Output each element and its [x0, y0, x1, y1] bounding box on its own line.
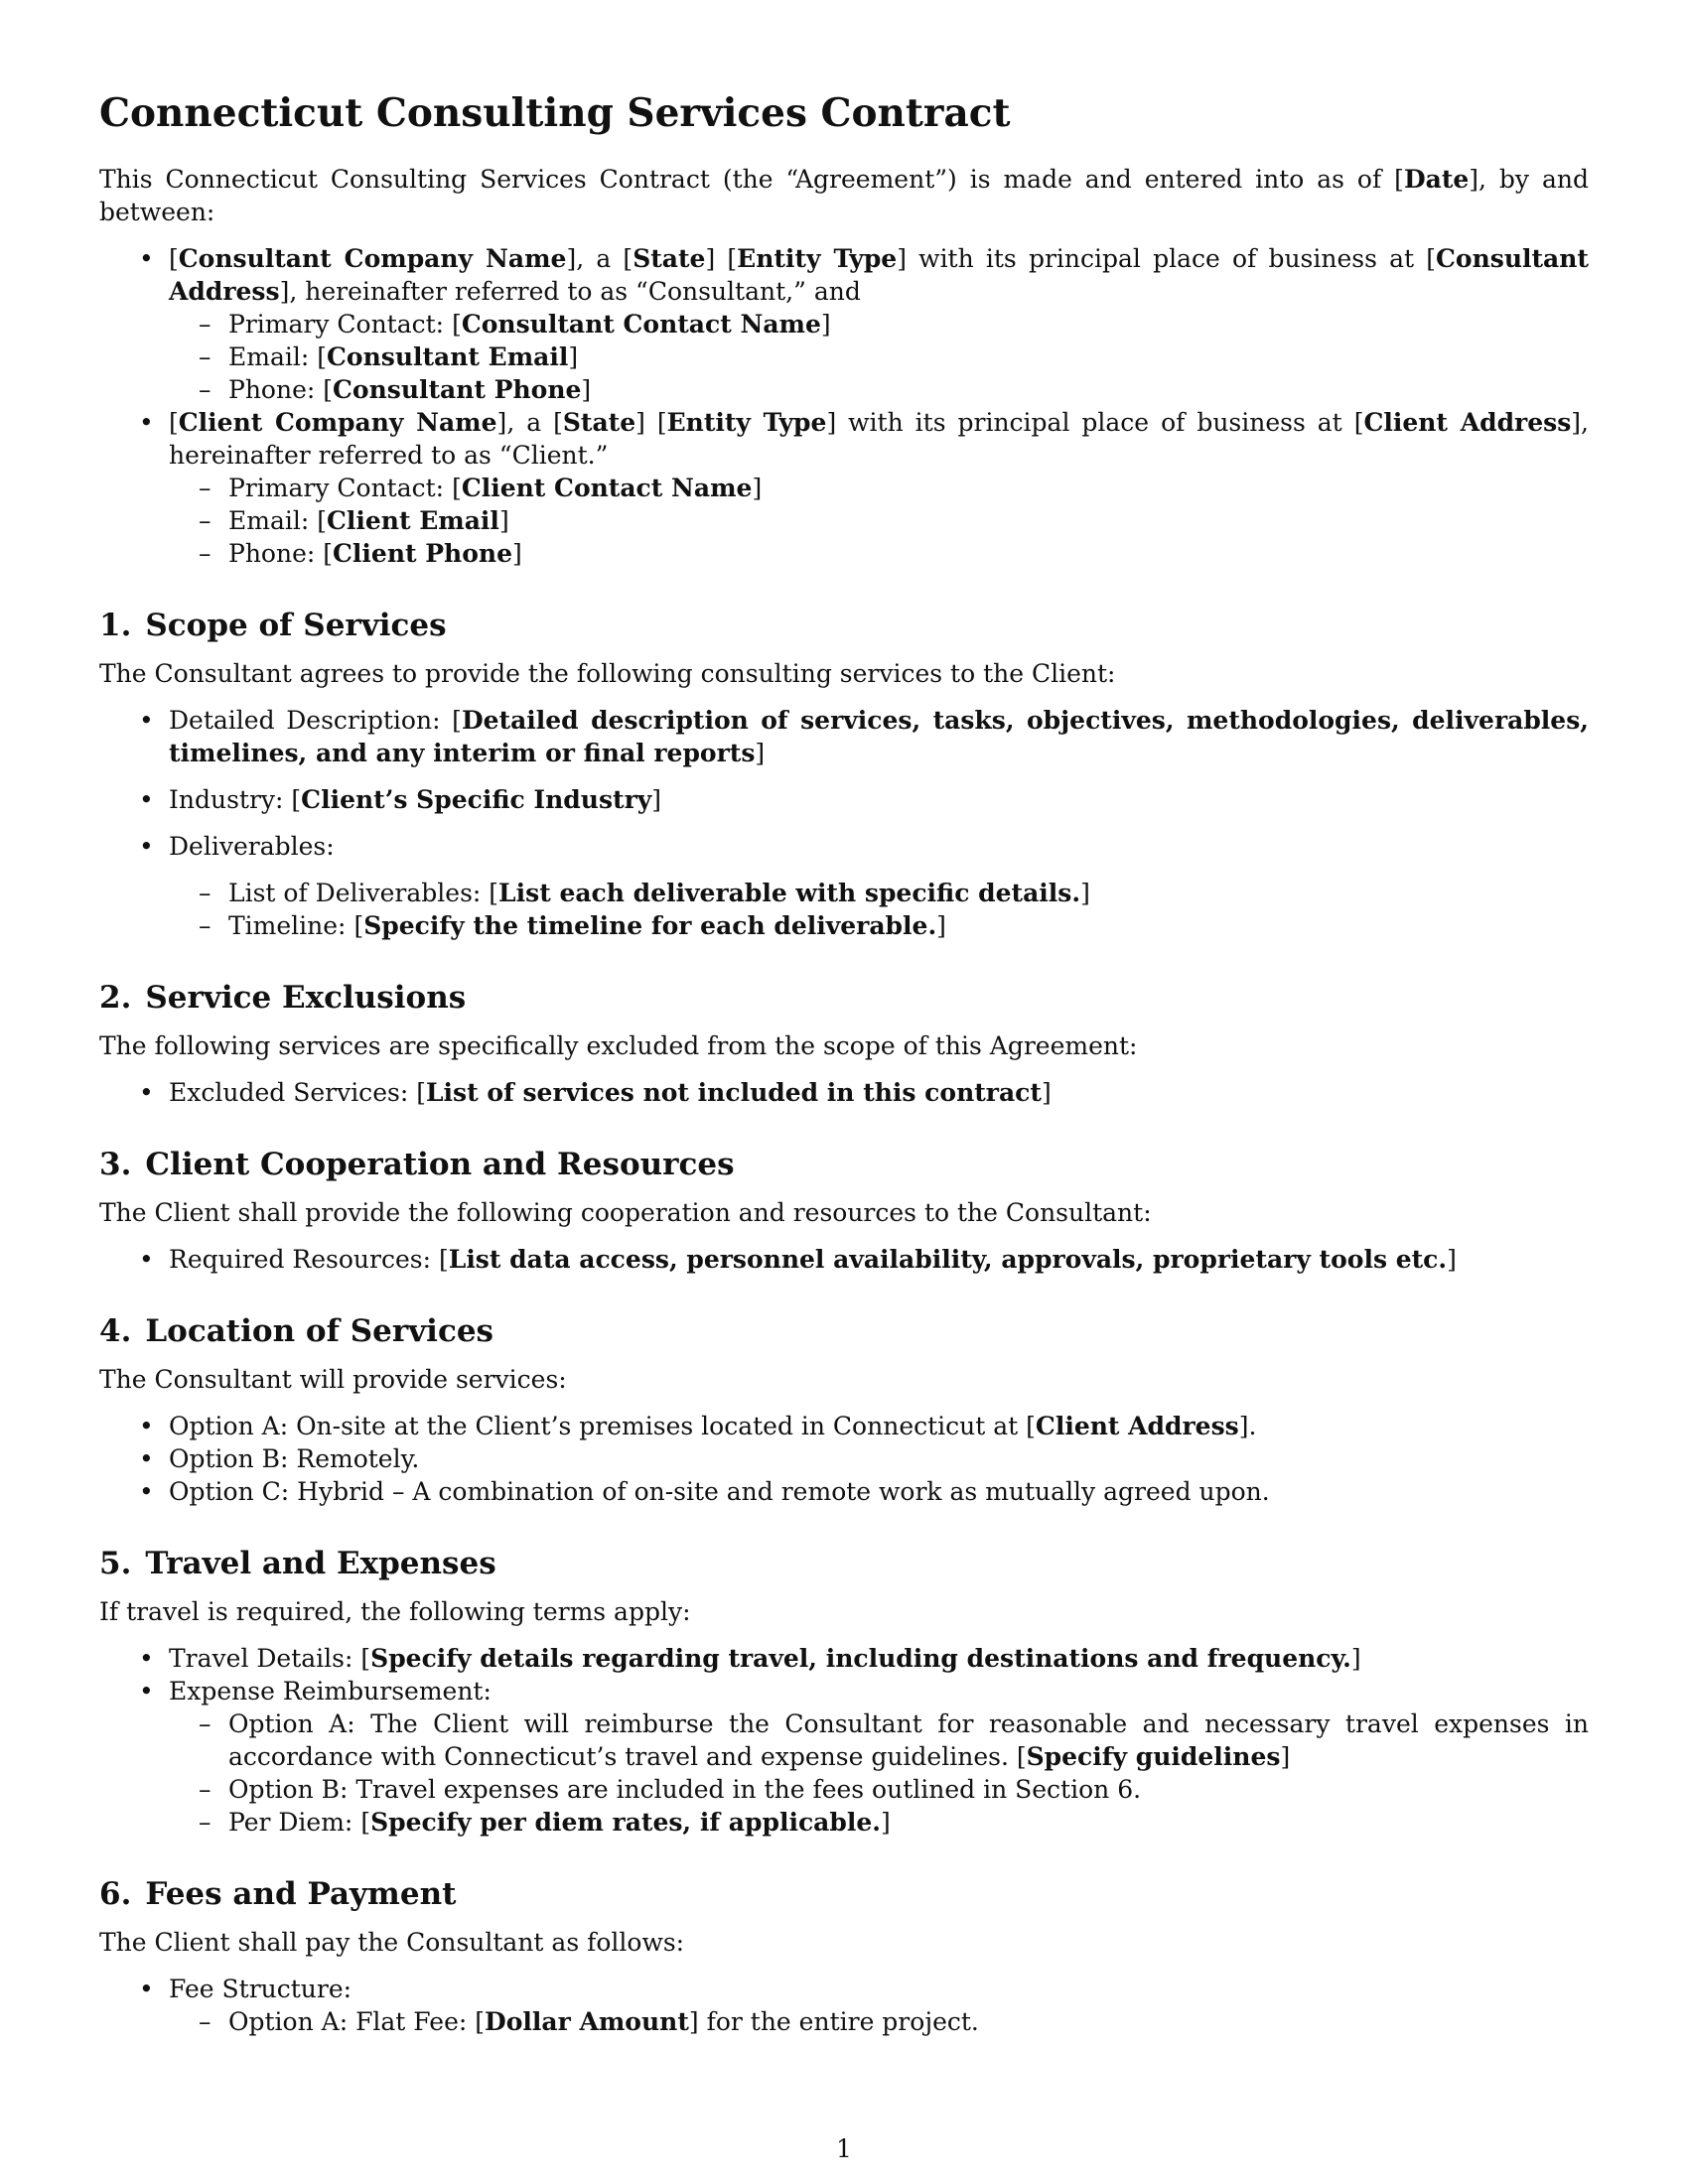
list-item [99, 1675, 1589, 1839]
item-label: Primary Contact: [228, 310, 453, 339]
list-item: – List of Deliverables: [List each deliverable with specific details.] [169, 877, 1589, 909]
list-item [99, 1973, 1589, 2038]
client-contact-list [169, 472, 1589, 570]
item-label: Timeline: [228, 911, 354, 940]
section-title: Scope of Services [145, 608, 447, 643]
text-fragment: , hereinafter referred to as “Consultant,” and [289, 277, 861, 306]
dollar-amount-placeholder: Dollar Amount [485, 2007, 689, 2036]
item-label: Per Diem: [228, 1808, 361, 1837]
consultant-company-placeholder: Consultant Company Name [178, 244, 567, 273]
travel-placeholder: Specify details regarding travel, including destinations and frequency. [370, 1644, 1351, 1673]
section-number: 4. [99, 1313, 132, 1349]
section-title: Fees and Payment [145, 1876, 457, 1912]
list-item: – Primary Contact: [Consultant Contact Name] [169, 308, 1589, 341]
option-text: Option A: On-site at the Client’s premises located in Connecticut at [169, 1412, 1027, 1440]
list-item: – Option B: Travel expenses are included in the fees outlined in Section 6. [169, 1773, 1589, 1806]
list-item: – Option A: The Client will reimburse the Consultant for reasonable and necessary travel expenses in accordance with Connecticut’s travel and expense guidelines. [Specify guidelines] [169, 1707, 1589, 1773]
intro-text: This Connecticut Consulting Services Contract (the “Agreement”) is made and entered into as of [99, 165, 1395, 194]
excluded-placeholder: List of services not included in this contract [425, 1078, 1042, 1107]
text-fragment: for the entire project. [698, 2007, 979, 2036]
option-text: Option A: The Client will reimburse the Consultant for reasonable and necessary travel expenses in accordance with Connecticut’s travel and expense guidelines. [228, 1709, 1589, 1771]
client-entity-placeholder: Entity Type [666, 408, 827, 437]
section-number: 6. [99, 1876, 132, 1912]
text-fragment: , hereinafter referred to as “Client.” [169, 408, 1589, 470]
section-number: 2. [99, 980, 132, 1016]
description-placeholder: Detailed description of services, tasks, objectives, methodologies, deliverables, timelines, and any interim or final reports [169, 706, 1589, 767]
item-label: Primary Contact: [228, 474, 453, 502]
item-label: Required Resources: [169, 1245, 439, 1274]
travel-list [99, 1642, 1589, 1839]
item-label: Phone: [228, 375, 324, 404]
item-label: Expense Reimbursement: [169, 1677, 492, 1706]
client-phone-placeholder: Client Phone [333, 539, 512, 568]
section-intro: The following services are specifically excluded from the scope of this Agreement: [99, 1031, 1138, 1060]
client-address-placeholder: Client Address [1035, 1412, 1239, 1440]
text-fragment: with its principal place of business at [906, 244, 1427, 273]
consultant-entity-placeholder: Entity Type [737, 244, 898, 273]
industry-placeholder: Client’s Specific Industry [301, 785, 652, 814]
consultant-state-placeholder: State [633, 244, 706, 273]
section-heading-location [99, 1309, 1589, 1353]
list-item: – Primary Contact: [Client Contact Name] [169, 472, 1589, 504]
client-contact-placeholder: Client Contact Name [461, 474, 753, 502]
list-item: • Industry: [Client’s Specific Industry] [99, 783, 1589, 816]
section-title: Travel and Expenses [145, 1546, 496, 1581]
list-item: – Email: [Consultant Email] [169, 341, 1589, 373]
resources-list [99, 1243, 1589, 1276]
page-number: 1 [836, 2134, 852, 2163]
section-intro: The Client shall provide the following cooperation and resources to the Consultant: [99, 1198, 1152, 1227]
location-options-list [99, 1410, 1589, 1508]
section-number: 3. [99, 1147, 132, 1182]
list-item: – Per Diem: [Specify per diem rates, if applicable.] [169, 1806, 1589, 1839]
item-label: Detailed Description: [169, 706, 453, 735]
section-number: 5. [99, 1546, 132, 1581]
timeline-placeholder: Specify the timeline for each deliverable. [363, 911, 937, 940]
section-heading-scope [99, 604, 1589, 647]
section-heading-exclusions [99, 976, 1589, 1020]
client-party: • [Client Company Name], a [State] [Entity Type] with its principal place of business at [Client Address], hereinafter referred to as “Client.” – Primary Contact: [Client Contact Name] – Email: [Client Email] – Phone: [Client Phone] [99, 406, 1589, 570]
section-heading-travel [99, 1542, 1589, 1585]
text-fragment: , a [576, 244, 624, 273]
option-text: Option A: Flat Fee: [228, 2007, 476, 2036]
reimbursement-options-list [169, 1707, 1589, 1839]
consultant-address-placeholder: Consultant Address [169, 244, 1589, 306]
per-diem-placeholder: Specify per diem rates, if applicable. [370, 1808, 881, 1837]
guidelines-placeholder: Specify guidelines [1026, 1742, 1281, 1771]
scope-list [99, 704, 1589, 942]
consultant-party: • [Consultant Company Name], a [State] [Entity Type] with its principal place of business at [Consultant Address], hereinafter referred to as “Consultant,” and – Primary Contact: [Consultant Contact Name] – Email: [Consultant Email] – Phone: [Consultant Phone] [99, 242, 1589, 406]
section-intro: The Consultant will provide services: [99, 1365, 567, 1394]
deliverables-list [169, 877, 1589, 942]
fee-options-list [169, 2005, 1589, 2038]
item-label: Deliverables: [169, 832, 335, 861]
list-item: • Option A: On-site at the Client’s premises located in Connecticut at [Client Address]. [99, 1410, 1589, 1442]
section-number: 1. [99, 608, 132, 643]
fees-list [99, 1973, 1589, 2038]
text-fragment: , a [506, 408, 554, 437]
parties-list [99, 242, 1589, 570]
list-item: • Travel Details: [Specify details regarding travel, including destinations and frequency.] [99, 1642, 1589, 1675]
consultant-email-placeholder: Consultant Email [327, 342, 569, 371]
item-label: Excluded Services: [169, 1078, 417, 1107]
list-item: – Option A: Flat Fee: [Dollar Amount] for the entire project. [169, 2005, 1589, 2038]
date-placeholder: Date [1403, 165, 1470, 194]
section-heading-fees [99, 1872, 1589, 1916]
list-item: • Option B: Remotely. [99, 1442, 1589, 1475]
client-company-placeholder: Client Company Name [178, 408, 497, 437]
item-label: Email: [228, 506, 318, 535]
list-item: • Excluded Services: [List of services not included in this contract] [99, 1076, 1589, 1109]
client-address-placeholder: Client Address [1363, 408, 1572, 437]
consultant-contact-placeholder: Consultant Contact Name [461, 310, 821, 339]
list-item [99, 830, 1589, 942]
item-label: Phone: [228, 539, 324, 568]
list-item: – Email: [Client Email] [169, 504, 1589, 537]
text-fragment: with its principal place of business at [836, 408, 1354, 437]
list-item: – Phone: [Consultant Phone] [169, 373, 1589, 406]
section-title: Client Cooperation and Resources [145, 1147, 735, 1182]
document-page [99, 85, 1589, 2038]
item-label: Email: [228, 342, 318, 371]
list-item: • Required Resources: [List data access, personnel availability, approvals, proprietary tools etc.] [99, 1243, 1589, 1276]
item-label: Fee Structure: [169, 1975, 352, 2003]
text-fragment: . [1248, 1412, 1257, 1440]
document-title: Connecticut Consulting Services Contract [99, 90, 1011, 136]
list-item: • Detailed Description: [Detailed description of services, tasks, objectives, methodologies, deliverables, timelines, and any interim or final reports] [99, 704, 1589, 769]
deliverables-placeholder: List each deliverable with specific details. [498, 879, 1081, 907]
resources-placeholder: List data access, personnel availability, approvals, proprietary tools etc. [448, 1245, 1448, 1274]
item-label: Industry: [169, 785, 292, 814]
item-label: Travel Details: [169, 1644, 361, 1673]
section-intro: The Consultant agrees to provide the following consulting services to the Client: [99, 659, 1116, 688]
consultant-contact-list [169, 308, 1589, 406]
section-intro: The Client shall pay the Consultant as follows: [99, 1928, 685, 1957]
list-item: • Option C: Hybrid – A combination of on-site and remote work as mutually agreed upon. [99, 1475, 1589, 1508]
exclusions-list [99, 1076, 1589, 1109]
section-title: Service Exclusions [145, 980, 467, 1016]
section-heading-cooperation [99, 1143, 1589, 1186]
section-title: Location of Services [145, 1313, 494, 1349]
item-label: List of Deliverables: [228, 879, 490, 907]
intro-paragraph: This Connecticut Consulting Services Contract (the “Agreement”) is made and entered into as of [Date], by and between: [99, 165, 1589, 226]
list-item: – Timeline: [Specify the timeline for each deliverable.] [169, 909, 1589, 942]
section-intro: If travel is required, the following terms apply: [99, 1597, 691, 1626]
client-email-placeholder: Client Email [327, 506, 499, 535]
intro-text-end: , by and between: [99, 165, 1589, 226]
list-item: – Phone: [Client Phone] [169, 537, 1589, 570]
client-state-placeholder: State [562, 408, 636, 437]
consultant-phone-placeholder: Consultant Phone [333, 375, 582, 404]
